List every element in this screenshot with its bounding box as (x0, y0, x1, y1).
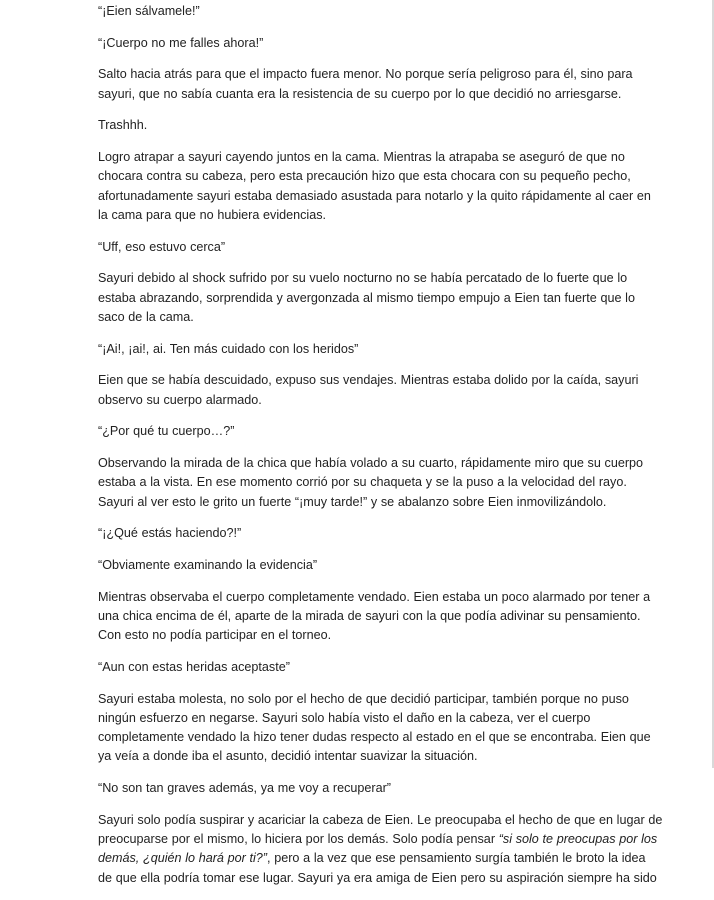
paragraph-8: “¡Ai!, ¡ai!, ai. Ten más cuidado con los heridos” (98, 341, 359, 356)
italic-thought: “si solo te preocupas por los demás, ¿quién lo hará por ti?” (98, 832, 658, 866)
paragraph-1: “¡Eien sálvamele!” (98, 4, 200, 18)
paragraph-13: “Obviamente examinando la evidencia” (98, 557, 318, 572)
paragraph-6: “Uff, eso estuvo cerca” (98, 239, 226, 254)
paragraph-12: “¡¿Qué estás haciendo?!” (98, 526, 242, 541)
paragraph-3: Salto hacia atrás para que el impacto fuera menor. No porque sería peligroso para él, sino para sayuri, que no sabía cuanta era la resistencia de su cuerpo por lo que decidió no arriesgarse. (98, 67, 633, 101)
paragraph-7: Sayuri debido al shock sufrido por su vuelo nocturno no se había percatado de lo fuerte que lo estaba abrazando, sorprendida y avergonzada al mismo tiempo empujo a Eien tan fuerte que lo saco de la cama. (98, 271, 635, 324)
paragraph-5: Logro atrapar a sayuri cayendo juntos en la cama. Mientras la atrapaba se aseguró de que no chocara contra su cabeza, pero esta precaución hizo que esta chocara con su pequeño pecho, afortunadamente sayuri estaba demasiado asustada para notarlo y la quito rápidamente al caer en la cama para que no hubiera evidencias. (98, 150, 651, 222)
paragraph-4: Trashhh. (98, 118, 148, 133)
paragraph-18-start: Sayuri solo podía suspirar y acariciar la cabeza de Eien. Le preocupaba el hecho de que en lugar de preocuparse por el mismo, lo hiciera por los demás. Solo podía pensar (98, 812, 663, 847)
paragraph-14: Mientras observaba el cuerpo completamente vendado. Eien estaba un poco alarmado por tener a una chica encima de él, aparte de la mirada de sayuri con la que podía adivinar su pensamiento. Con esto no podía participar en el torneo. (98, 589, 651, 643)
paragraph-18-end: , pero a la vez que ese pensamiento surgía también le broto la idea de que ella podría tomar ese lugar. Sayuri ya era amiga de Eien pero su aspiración siempre ha sido (98, 851, 657, 885)
paragraph-16: Sayuri estaba molesta, no solo por el hecho de que decidió participar, también porque no puso ningún esfuerzo en negarse. Sayuri solo había visto el daño en la cabeza, ver el cuerpo completamente vendado la hizo tener dudas respecto al estado en el que se encontraba. Eien que ya veía a donde iba el asunto, decidió intentar suavizar la situación. (98, 691, 651, 764)
paragraph-10: “¿Por qué tu cuerpo…?” (98, 424, 235, 439)
paragraph-2: “¡Cuerpo no me falles ahora!” (98, 35, 264, 50)
paragraph-9: Eien que se había descuidado, expuso sus vendajes. Mientras estaba dolido por la caída, sayuri observo su cuerpo alarmado. (98, 373, 639, 407)
paragraph-15: “Aun con estas heridas aceptaste” (98, 659, 290, 674)
paragraph-17: “No son tan graves además, ya me voy a recuperar” (98, 781, 391, 796)
paragraph-18 (98, 811, 698, 888)
paragraph-11: Observando la mirada de la chica que había volado a su cuarto, rápidamente miro que su cuerpo estaba a la vista. En ese momento corrió por su chaqueta y se la puso a la velocidad del rayo. Sayuri al ver esto le grito un fuerte “¡muy tarde!” y se abalanzo sobre Eien inmovilizándolo. (98, 455, 644, 509)
document-body (98, 2, 698, 900)
